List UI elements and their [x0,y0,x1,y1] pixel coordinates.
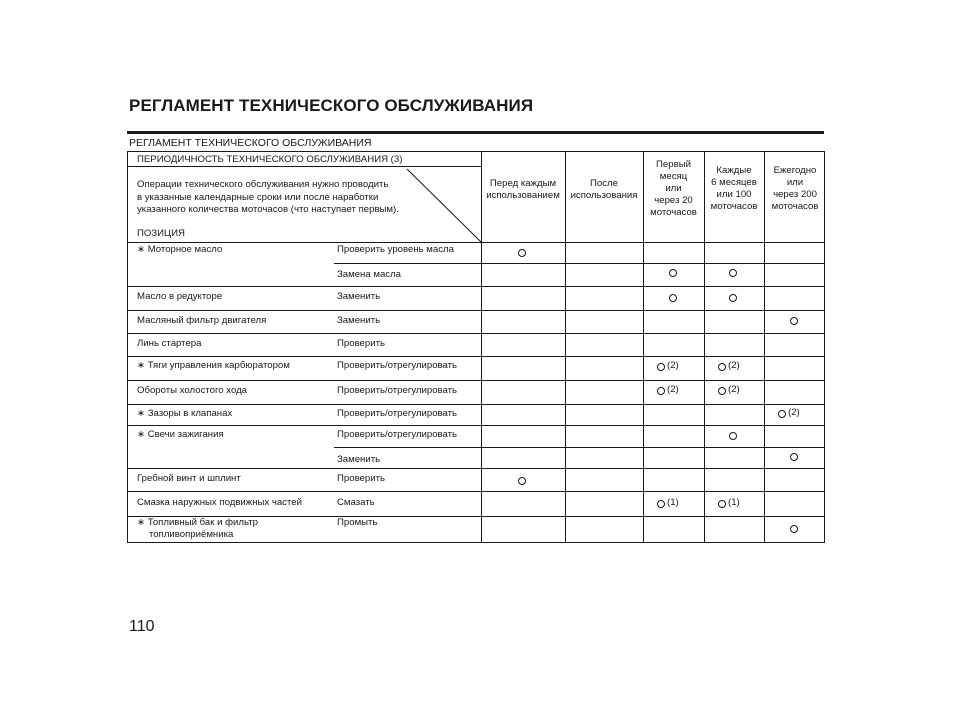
mark-note: (1) [667,497,679,508]
table-subtitle: РЕГЛАМЕНТ ТЕХНИЧЕСКОГО ОБСЛУЖИВАНИЯ [129,137,372,149]
row-divider [128,468,824,469]
mark-note: (2) [667,384,679,395]
maintenance-mark [729,269,737,277]
row-item: Линь стартера [137,338,202,349]
row-action: Проверить/отрегулировать [337,429,458,440]
row-item: ∗ Зазоры в клапанах [137,408,233,419]
maintenance-mark [790,453,798,461]
row-action: Проверить уровень масла [337,244,454,255]
row-divider [128,404,824,405]
instruction-line: Операции технического обслуживания нужно проводить [137,179,389,190]
row-divider [334,447,824,448]
row-divider [128,425,824,426]
title-rule [127,131,824,134]
periodicity-label: ПЕРИОДИЧНОСТЬ ТЕХНИЧЕСКОГО ОБСЛУЖИВАНИЯ (3) [137,154,403,165]
maintenance-mark [669,294,677,302]
row-divider [128,356,824,357]
row-item: ∗ Моторное масло [137,244,223,255]
maintenance-mark [718,387,726,395]
maintenance-mark [790,525,798,533]
row-item: ∗ Свечи зажигания [137,429,224,440]
instruction-line: указанного количества моточасов (что наступает первым). [137,204,399,215]
row-action: Заменить [337,291,381,302]
maintenance-mark [518,477,526,485]
maintenance-mark [790,317,798,325]
instruction-line: в указанные календарные сроки или после наработки [137,191,379,203]
maintenance-mark [657,363,665,371]
row-divider [128,333,824,334]
maintenance-mark [657,500,665,508]
row-action: Проверить [337,338,385,349]
row-action: Проверить/отрегулировать [337,408,458,419]
page-title: РЕГЛАМЕНТ ТЕХНИЧЕСКОГО ОБСЛУЖИВАНИЯ [129,96,534,115]
maintenance-mark [729,294,737,302]
mark-note: (2) [728,384,740,395]
maintenance-mark [718,500,726,508]
row-divider [128,242,824,243]
row-divider [128,310,824,311]
row-item: Гребной винт и шплинт [137,473,241,484]
mark-note: (1) [728,497,740,508]
row-divider [334,263,824,264]
row-item-line2: топливоприёмника [149,529,234,540]
column-header: Перед каждым использованием [486,178,560,201]
column-divider [481,152,482,542]
maintenance-mark [718,363,726,371]
column-divider [565,152,566,542]
row-item: Масляный фильтр двигателя [137,315,267,326]
maintenance-table [127,151,825,543]
row-item: Смазка наружных подвижных частей [137,497,302,508]
row-divider [128,286,824,287]
maintenance-mark [729,432,737,440]
row-action: Проверить [337,473,385,484]
row-divider [128,491,824,492]
row-action: Проверить/отрегулировать [337,360,458,371]
maintenance-mark [518,249,526,257]
position-label: ПОЗИЦИЯ [137,228,185,239]
row-action: Промыть [337,517,378,528]
column-header: После использования [570,178,638,201]
row-action: Заменить [337,454,381,465]
row-action: Замена масла [337,269,402,280]
row-action: Смазать [337,497,375,508]
column-header: Каждые 6 месяцев или 100 моточасов [710,165,758,212]
row-item: ∗ Топливный бак и фильтр [137,517,258,528]
row-item: Обороты холостого хода [137,385,248,396]
mark-note: (2) [728,360,740,371]
row-action: Проверить/отрегулировать [337,385,458,396]
maintenance-mark [778,410,786,418]
maintenance-mark [657,387,665,395]
row-divider [128,380,824,381]
column-header: Первый месяц или через 20 моточасов [650,159,697,218]
maintenance-mark [669,269,677,277]
mark-note: (2) [788,407,800,418]
row-item: Масло в редукторе [137,291,223,302]
column-header: Ежегодно или через 200 моточасов [771,165,819,212]
row-action: Заменить [337,315,381,326]
mark-note: (2) [667,360,679,371]
row-item: ∗ Тяги управления карбюратором [137,360,290,371]
page-number: 110 [129,618,155,635]
